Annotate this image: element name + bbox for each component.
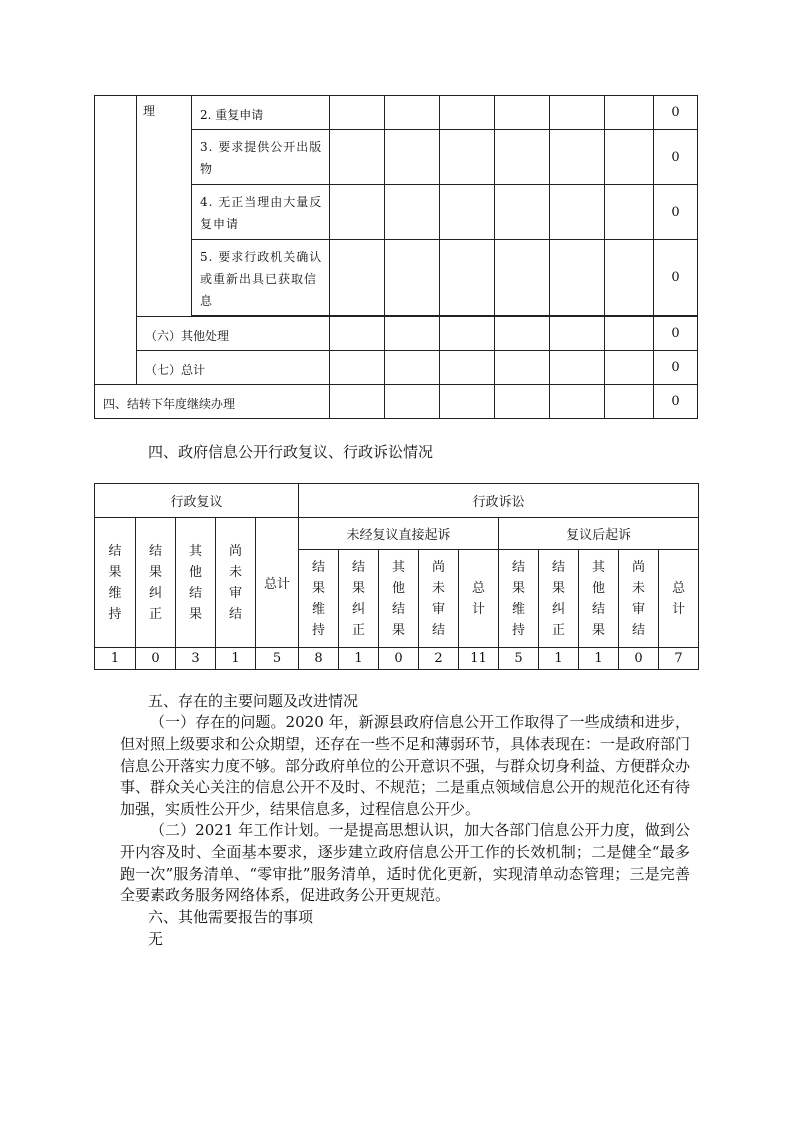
table-row	[95, 317, 698, 351]
row-label: 四、结转下年度继续办理	[95, 385, 330, 419]
value-cell: 0	[619, 648, 659, 670]
outer-category-cell	[95, 96, 137, 385]
col-correct: 结 果 纠 正	[539, 550, 579, 648]
col-pending: 尚 未 审 结	[216, 518, 256, 648]
row-total: 0	[654, 385, 698, 419]
value-cell: 2	[419, 648, 459, 670]
section-heading: 五、存在的主要问题及改进情况	[148, 692, 359, 710]
table-row	[95, 385, 698, 419]
col-maintain: 结 果 维 持	[499, 550, 539, 648]
col-maintain: 结 果 维 持	[299, 550, 339, 648]
value-cell: 0	[136, 648, 176, 670]
col-total: 总计	[256, 518, 299, 648]
row-total: 0	[654, 130, 698, 185]
row-total: 0	[654, 240, 698, 316]
value-cell: 11	[459, 648, 499, 670]
litigation-header: 行政诉讼	[299, 484, 699, 518]
row-total: 0	[654, 317, 698, 351]
value-cell: 7	[659, 648, 699, 670]
row-total: 0	[654, 351, 698, 385]
category-cell: 理	[137, 96, 192, 317]
row-label: （七）总计	[137, 351, 330, 385]
processing-table	[94, 95, 698, 419]
problems-paragraph: （一）存在的问题。2020 年，新源县政府信息公开工作取得了一些成绩和进步，但对照上级要求和公众期望，还存在一些不足和薄弱环节，具体表现在：一是政府部门信息公开落实力度不够。部分政府单位的公开意识不强，与群众切身利益、方便群众办事、群众关心关注的信息公开不及时、不规范；二是重点领域信息公开的规范化还有待加强，实质性公开少，结果信息多，过程信息公开少。	[120, 713, 691, 819]
col-correct: 结 果 纠 正	[136, 518, 176, 648]
value-cell: 1	[95, 648, 136, 670]
value-cell: 1	[339, 648, 379, 670]
review-header: 行政复议	[95, 484, 299, 518]
section-heading: 六、其他需要报告的事项	[148, 908, 314, 926]
col-other: 其 他 结 果	[176, 518, 216, 648]
review-litigation-table	[94, 483, 699, 670]
row-label: 3. 要求提供公开出版物	[192, 130, 330, 185]
col-correct: 结 果 纠 正	[339, 550, 379, 648]
row-total: 0	[654, 96, 698, 130]
col-pending: 尚 未 审 结	[619, 550, 659, 648]
row-label: （六）其他处理	[137, 317, 330, 351]
col-pending: 尚 未 审 结	[419, 550, 459, 648]
row-label: 4. 无正当理由大量反复申请	[192, 185, 330, 240]
value-cell: 1	[539, 648, 579, 670]
value-cell: 5	[256, 648, 299, 670]
after-review-header: 复议后起诉	[499, 518, 699, 550]
section-content: 无	[148, 930, 164, 948]
section-heading: 四、政府信息公开行政复议、行政诉讼情况	[148, 443, 434, 461]
col-maintain: 结 果 维 持	[95, 518, 136, 648]
table-row	[95, 96, 698, 130]
value-cell: 0	[379, 648, 419, 670]
row-label: 2. 重复申请	[192, 96, 330, 130]
col-total: 总 计	[459, 550, 499, 648]
value-cell: 5	[499, 648, 539, 670]
value-cell: 1	[579, 648, 619, 670]
value-cell: 8	[299, 648, 339, 670]
col-other: 其 他 结 果	[379, 550, 419, 648]
value-cell: 1	[216, 648, 256, 670]
table-row	[95, 648, 699, 670]
col-other: 其 他 结 果	[579, 550, 619, 648]
col-total: 总 计	[659, 550, 699, 648]
direct-header: 未经复议直接起诉	[299, 518, 499, 550]
value-cell: 3	[176, 648, 216, 670]
table-row	[95, 351, 698, 385]
row-total: 0	[654, 185, 698, 240]
row-label: 5. 要求行政机关确认或重新出具已获取信息	[192, 240, 330, 316]
plan-paragraph: （二）2021 年工作计划。一是提高思想认识，加大各部门信息公开力度，做到公开内容及时、全面基本要求，逐步建立政府信息公开工作的长效机制；二是健全“最多跑一次”服务清单、“零审批”服务清单，适时优化更新，实现清单动态管理；三是完善全要素政务服务网络体系，促进政务公开更规范。	[120, 821, 690, 905]
